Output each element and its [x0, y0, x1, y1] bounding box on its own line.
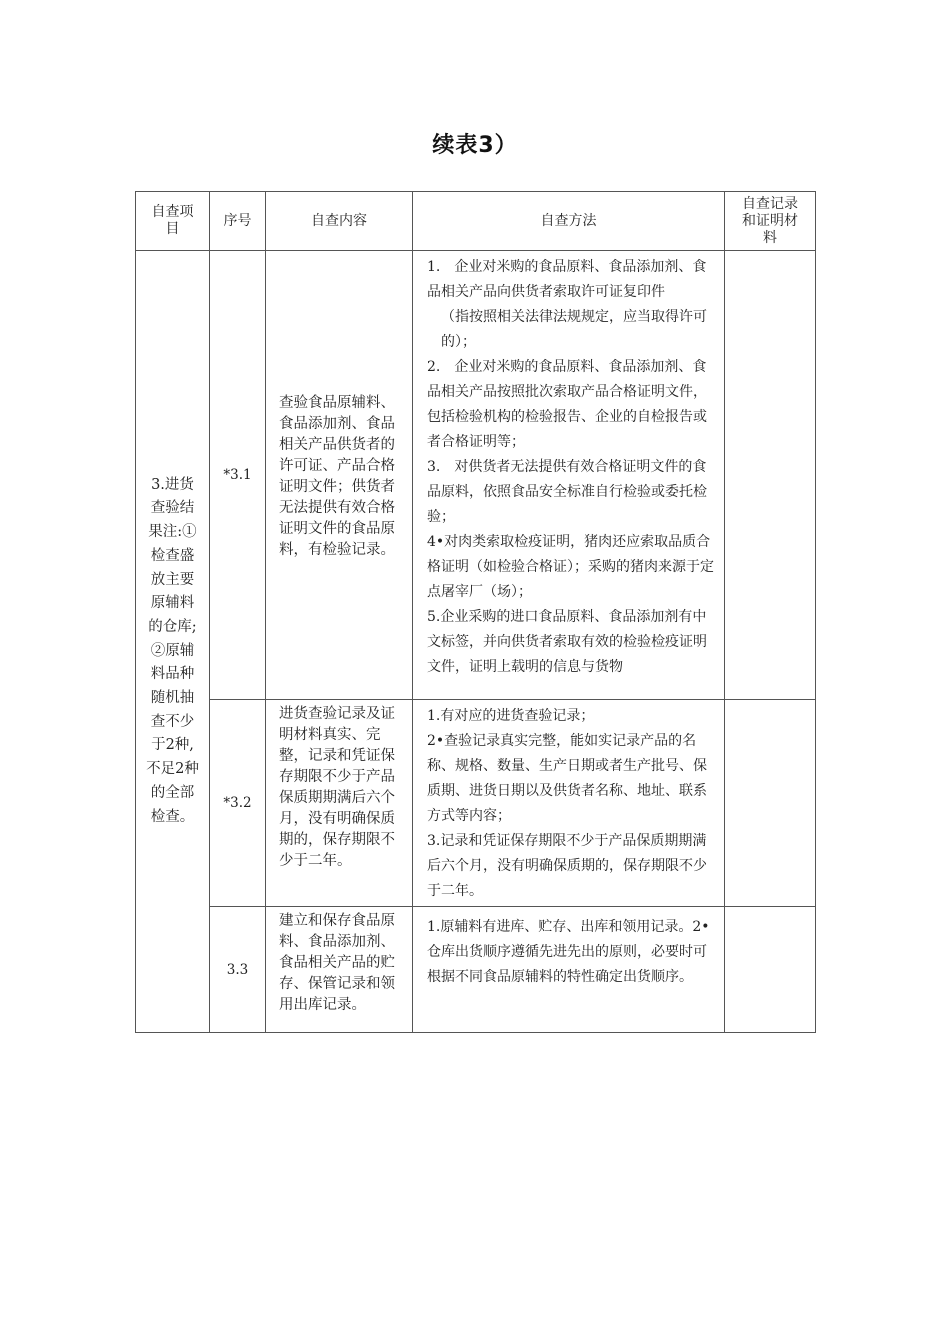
page-title: 续表3） — [432, 133, 518, 158]
row-method — [413, 907, 725, 1033]
row-record — [725, 907, 816, 1033]
table-header-row — [136, 192, 816, 251]
method-line: 1. 企业对米购的食品原料、食品添加剂、食品相关产品向供货者索取许可证复印件 — [427, 259, 707, 300]
row-method — [413, 251, 725, 700]
method-line: 1.原辅料有进库、贮存、出库和领用记录。2•仓库出货顺序遵循先进先出的原则，必要时可根据不同食品原辅料的特性确定出货顺序。 — [427, 919, 710, 985]
group-item-line: 料品种 — [150, 666, 195, 683]
group-item-cell — [136, 251, 210, 1033]
group-item-line: 的仓库; — [148, 618, 197, 635]
group-item-line: 于2种, — [151, 737, 194, 754]
header-seq: 序号 — [210, 192, 266, 251]
row-record — [725, 700, 816, 907]
group-item-line: 的全部 — [150, 784, 195, 801]
row-content: 建立和保存食品原料、食品添加剂、食品相关产品的贮存、保管记录和领用出库记录。 — [266, 907, 413, 1033]
method-line: 1.有对应的进货查验记录； — [427, 708, 595, 724]
method-line: 3.记录和凭证保存期限不少于产品保质期期满后六个月，没有明确保质期的，保存期限不少于二年。 — [427, 833, 707, 899]
row-method — [413, 700, 725, 907]
group-item-line: 查验结 — [150, 500, 195, 517]
header-method: 自查方法 — [413, 192, 725, 251]
group-item-line: 放主要 — [150, 571, 195, 588]
header-item: 自查项目 — [136, 192, 210, 251]
header-record: 自查记录和证明材料 — [725, 192, 816, 251]
row-seq: *3.1 — [210, 251, 266, 700]
table-row — [136, 907, 816, 1033]
group-item-line: 原辅料 — [150, 595, 195, 612]
group-item-line: 3.进货 — [151, 476, 194, 493]
group-item-line: 随机抽 — [150, 690, 195, 707]
method-line: 3. 对供货者无法提供有效合格证明文件的食品原料，依照食品安全标准自行检验或委托检验； — [427, 459, 707, 525]
method-line: 5.企业采购的进口食品原料、食品添加剂有中文标签，并向供货者索取有效的检验检疫证明文件，证明上载明的信息与货物 — [427, 609, 707, 675]
row-record — [725, 251, 816, 700]
row-seq: *3.2 — [210, 700, 266, 907]
table-row — [136, 700, 816, 907]
method-line: 4•对肉类索取检疫证明，猪肉还应索取品质合格证明（如检验合格证）；采购的猪肉来源于定点屠宰厂（场）； — [427, 534, 714, 600]
group-item-line: 检查。 — [150, 808, 195, 825]
method-line: （指按照相关法律法规规定，应当取得许可的）； — [441, 309, 707, 350]
group-item-line: 查不少 — [150, 713, 195, 730]
self-inspection-table — [135, 191, 816, 1033]
method-line: 2•查验记录真实完整，能如实记录产品的名称、规格、数量、生产日期或者生产批号、保质期、进货日期以及供货者名称、地址、联系方式等内容； — [427, 733, 707, 824]
method-line: 2. 企业对米购的食品原料、食品添加剂、食品相关产品按照批次索取产品合格证明文件，包括检验机构的检验报告、企业的自检报告或者合格证明等； — [427, 359, 707, 450]
header-content: 自查内容 — [266, 192, 413, 251]
group-item-line: 果注:① — [148, 524, 197, 541]
group-item-line: 不足2种 — [146, 761, 199, 778]
table-row — [136, 251, 816, 700]
row-content: 进货查验记录及证明材料真实、完整，记录和凭证保存期限不少于产品保质期期满后六个月，没有明确保质期的，保存期限不少于二年。 — [266, 700, 413, 907]
row-content: 查验食品原辅料、食品添加剂、食品相关产品供货者的许可证、产品合格证明文件；供货者无法提供有效合格证明文件的食品原料，有检验记录。 — [266, 251, 413, 700]
group-item-line: ②原辅 — [150, 642, 195, 659]
group-item-line: 检查盛 — [150, 547, 195, 564]
row-seq: 3.3 — [210, 907, 266, 1033]
